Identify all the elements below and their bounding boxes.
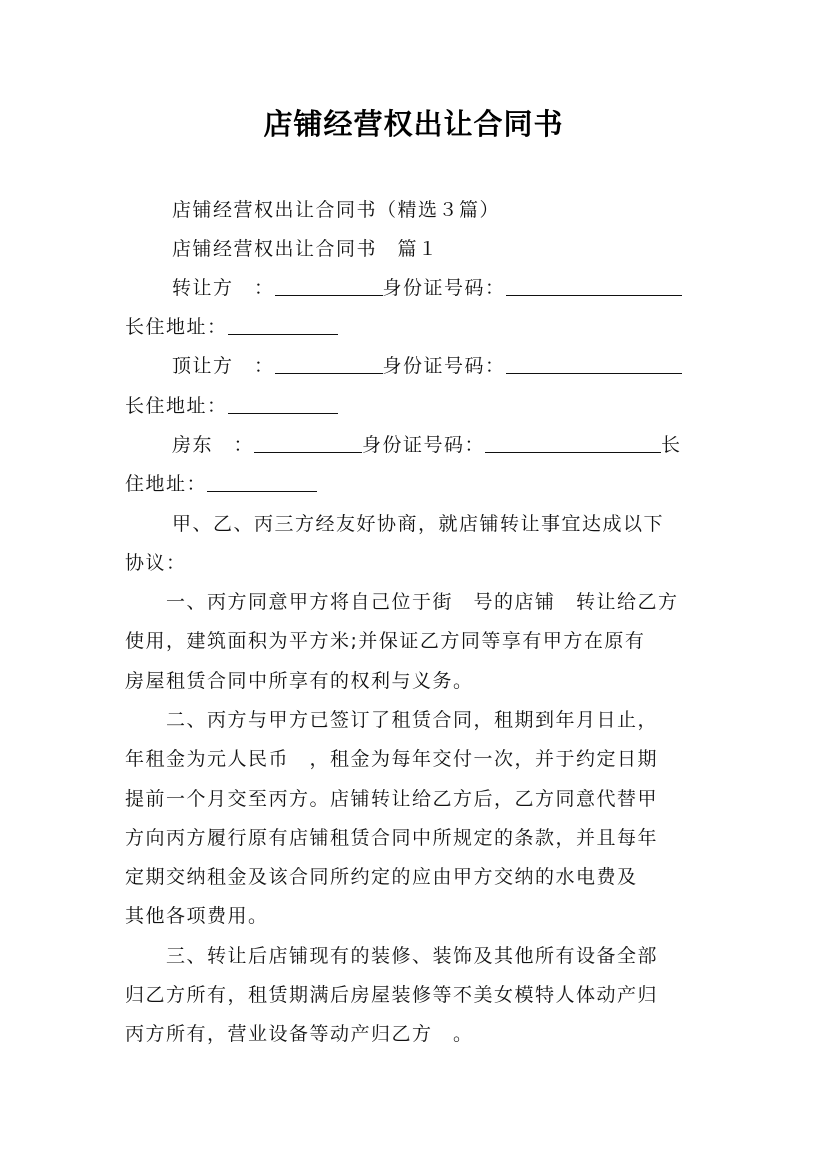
clause1-line-1: 一、丙方同意甲方将自己位于街 号的店铺 转让给乙方 (166, 591, 679, 613)
landlord-address-label-a: 长 (661, 434, 682, 456)
landlord-address-line (125, 464, 317, 504)
transferor-id-blank (506, 273, 682, 296)
clause2-line-5: 定期交纳租金及该合同所约定的应由甲方交纳的水电费及 (125, 866, 638, 888)
landlord-label: 房东 ： (172, 434, 255, 456)
clause1-line-3: 房屋租赁合同中所享有的权利与义务。 (125, 670, 474, 692)
transferor-label: 转让方 ： (172, 277, 275, 299)
landlord-line (172, 425, 682, 465)
document-subtitle: 店铺经营权出让合同书（精选３篇） (172, 199, 501, 221)
transferor-address-line (125, 307, 338, 347)
intro-line-1: 甲、乙、丙三方经友好协商，就店铺转让事宜达成以下 (172, 513, 665, 535)
transferee-address-blank (228, 391, 338, 414)
landlord-address-blank (207, 469, 317, 492)
transferee-label: 顶让方 ： (172, 355, 275, 377)
document-title: 店铺经营权出让合同书 (263, 107, 564, 141)
transferor-address-label: 长住地址： (125, 316, 228, 338)
clause3-line-1: 三、转让后店铺现有的装修、装饰及其他所有设备全部 (166, 945, 659, 967)
landlord-id-label: 身份证号码： (362, 434, 486, 456)
transferee-line (172, 346, 682, 386)
landlord-address-label-b: 住地址： (125, 473, 208, 495)
clause2-line-3: 提前一个月交至丙方。店铺转让给乙方后，乙方同意代替甲 (125, 788, 659, 810)
transferor-name-blank (275, 273, 383, 296)
clause2-line-4: 方向丙方履行原有店铺租赁合同中所规定的条款，并且每年 (125, 827, 659, 849)
transferee-address-line (125, 386, 338, 426)
transferee-address-label: 长住地址： (125, 395, 228, 417)
section-heading: 店铺经营权出让合同书 篇１ (172, 238, 439, 260)
clause2-line-2: 年租金为元人民币 ，租金为每年交付一次，并于约定日期 (125, 748, 659, 770)
intro-line-2: 协议： (125, 552, 187, 574)
transferor-line (172, 268, 682, 308)
transferee-id-label: 身份证号码： (382, 355, 506, 377)
clause3-line-3: 丙方所有，营业设备等动产归乙方 。 (125, 1023, 474, 1045)
clause2-line-6: 其他各项费用。 (125, 905, 269, 927)
transferor-id-label: 身份证号码： (382, 277, 506, 299)
transferor-address-blank (228, 312, 338, 335)
transferee-id-blank (506, 351, 682, 374)
transferee-name-blank (275, 351, 383, 374)
clause2-line-1: 二、丙方与甲方已签订了租赁合同，租期到年月日止， (166, 709, 659, 731)
landlord-name-blank (254, 430, 362, 453)
clause3-line-2: 归乙方所有，租赁期满后房屋装修等不美女模特人体动产归 (125, 984, 659, 1006)
landlord-id-blank (485, 430, 661, 453)
clause1-line-2: 使用，建筑面积为平方米;并保证乙方同等享有甲方在原有 (125, 630, 646, 652)
